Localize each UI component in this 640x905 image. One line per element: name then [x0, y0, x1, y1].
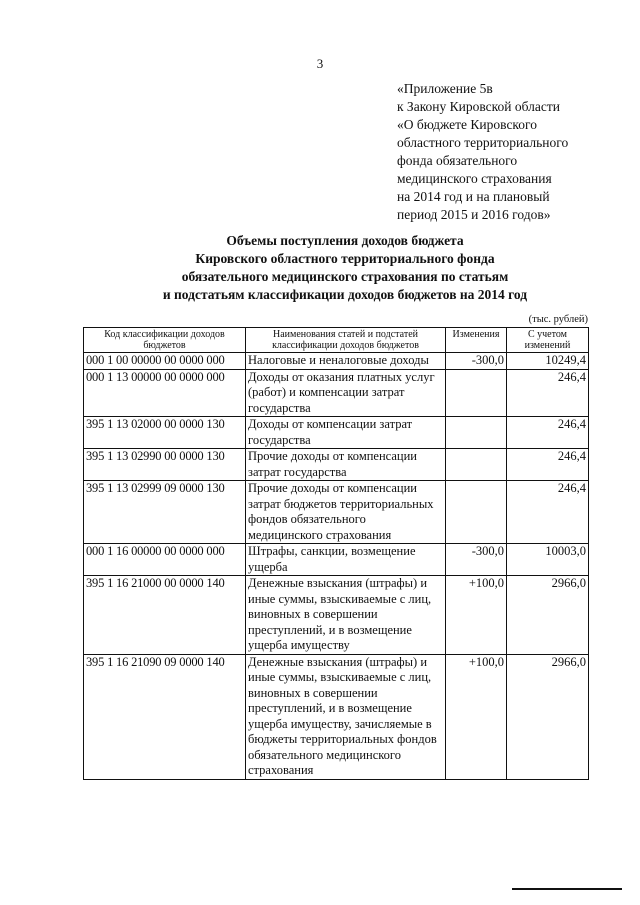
header-code: Код классификации доходов бюджетов [84, 328, 246, 353]
title-line: Кировского областного территориального фонда [195, 251, 495, 266]
annex-line: «О бюджете Кировского [397, 117, 538, 132]
cell-change: -300,0 [446, 544, 507, 576]
cell-total: 246,4 [507, 369, 589, 417]
title-line: обязательного медицинского страхования по статьям [181, 269, 509, 284]
cell-total: 2966,0 [507, 576, 589, 655]
cell-name: Штрафы, санкции, возмещение ущерба [246, 544, 446, 576]
table-row [84, 481, 589, 544]
annex-line: к Закону Кировской области [397, 99, 561, 114]
cell-code: 000 1 13 00000 00 0000 000 [84, 369, 246, 417]
revenue-table [83, 327, 589, 780]
cell-name: Налоговые и неналоговые доходы [246, 353, 446, 370]
cell-change [446, 369, 507, 417]
cell-code: 000 1 00 00000 00 0000 000 [84, 353, 246, 370]
cell-code: 395 1 16 21000 00 0000 140 [84, 576, 246, 655]
cell-change: +100,0 [446, 576, 507, 655]
cell-name: Прочие доходы от компенсации затрат бюджетов территориальных фондов обязательного медицинского страхования [246, 481, 446, 544]
cell-change: -300,0 [446, 353, 507, 370]
cell-total: 246,4 [507, 417, 589, 449]
table-header-row [84, 328, 589, 353]
annex-line: медицинского страхования [397, 171, 552, 186]
cell-change [446, 449, 507, 481]
cell-code: 395 1 13 02990 00 0000 130 [84, 449, 246, 481]
page-number: 3 [316, 56, 324, 71]
annex-line: на 2014 год и на плановый [397, 189, 550, 204]
table-row [84, 449, 589, 481]
cell-code: 395 1 13 02999 09 0000 130 [84, 481, 246, 544]
annex-line: «Приложение 5в [397, 81, 493, 96]
annex-line: областного территориального [397, 135, 569, 150]
cell-total: 246,4 [507, 449, 589, 481]
cell-code: 395 1 16 21090 09 0000 140 [84, 654, 246, 779]
annex-line: фонда обязательного [397, 153, 518, 168]
annex-line: период 2015 и 2016 годов» [397, 207, 551, 222]
table-row [84, 576, 589, 655]
header-name: Наименования статей и подстатей классификации доходов бюджетов [246, 328, 446, 353]
cell-name: Доходы от оказания платных услуг (работ) и компенсации затрат государства [246, 369, 446, 417]
cell-name: Доходы от компенсации затрат государства [246, 417, 446, 449]
table-row [84, 417, 589, 449]
title-line: и подстатьям классификации доходов бюджетов на 2014 год [162, 287, 528, 302]
annex-reference [397, 80, 627, 224]
cell-code: 000 1 16 00000 00 0000 000 [84, 544, 246, 576]
title-line: Объемы поступления доходов бюджета [226, 233, 464, 248]
cell-total: 10249,4 [507, 353, 589, 370]
header-total: С учетом изменений [507, 328, 589, 353]
cell-total: 10003,0 [507, 544, 589, 576]
cell-name: Прочие доходы от компенсации затрат государства [246, 449, 446, 481]
table-row [84, 654, 589, 779]
cell-change [446, 481, 507, 544]
scan-edge-line [512, 888, 622, 890]
table-row [84, 353, 589, 370]
units-note: (тыс. рублей) [528, 314, 588, 325]
cell-change: +100,0 [446, 654, 507, 779]
cell-total: 246,4 [507, 481, 589, 544]
header-change: Изменения [446, 328, 507, 353]
cell-name: Денежные взыскания (штрафы) и иные суммы, взыскиваемые с лиц, виновных в совершении преступлений, и в возмещение ущерба имуществу, зачисляемые в бюджеты территориальных фондов обязательного медицинского страхования [246, 654, 446, 779]
cell-total: 2966,0 [507, 654, 589, 779]
cell-name: Денежные взыскания (штрафы) и иные суммы, взыскиваемые с лиц, виновных в совершении преступлений, и в возмещение ущерба имуществу [246, 576, 446, 655]
table-row [84, 369, 589, 417]
table-row [84, 544, 589, 576]
document-title [100, 232, 590, 304]
cell-code: 395 1 13 02000 00 0000 130 [84, 417, 246, 449]
cell-change [446, 417, 507, 449]
